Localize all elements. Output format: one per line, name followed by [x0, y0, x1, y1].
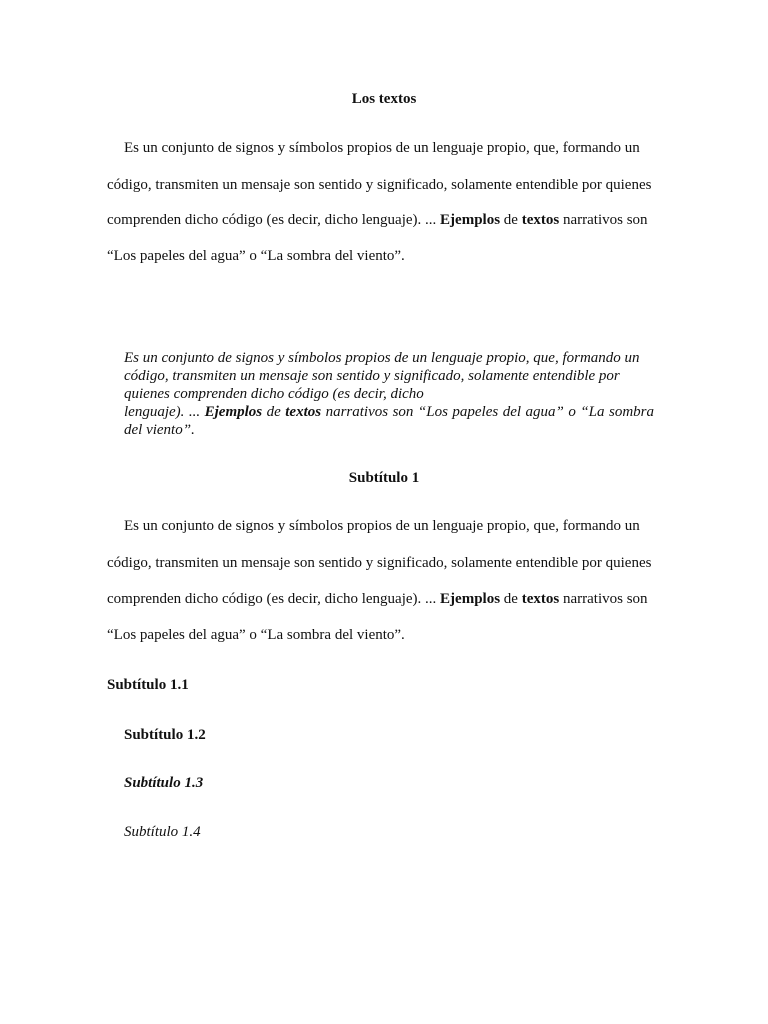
paragraph-text: narrativos son [559, 591, 648, 607]
paragraph-text: comprenden dicho código (es decir, dicho lenguaje). ... [107, 591, 441, 607]
paragraph-text: comprenden dicho código (es decir, dicho lenguaje). ... [107, 212, 441, 228]
paragraph-line: código, transmiten un mensaje son sentido y significado, solamente entendible por quienes [107, 555, 652, 571]
quote-line: Es un conjunto de signos y símbolos propios de un lenguaje propio, que, formando un [124, 350, 640, 366]
quote-line [124, 404, 654, 421]
subtitle-1-2: Subtítulo 1.2 [124, 727, 206, 743]
bold-term-textos: textos [521, 212, 560, 228]
subtitle-1-4: Subtítulo 1.4 [124, 824, 201, 840]
paragraph-text: narrativos son [559, 212, 648, 228]
paragraph-text: de [500, 591, 522, 607]
paragraph-line: Es un conjunto de signos y símbolos propios de un lenguaje propio, que, formando un [124, 518, 640, 534]
bold-term-ejemplos: Ejemplos [440, 212, 501, 228]
subtitle-1-1: Subtítulo 1.1 [107, 677, 189, 693]
paragraph-line: “Los papeles del agua” o “La sombra del viento”. [107, 627, 405, 643]
paragraph-line: Es un conjunto de signos y símbolos propios de un lenguaje propio, que, formando un [124, 140, 640, 156]
quote-text: lenguaje). ... [124, 404, 205, 420]
paragraph-text: de [500, 212, 522, 228]
paragraph-line: código, transmiten un mensaje son sentido y significado, solamente entendible por quienes [107, 177, 652, 193]
bold-term-textos: textos [521, 591, 560, 607]
quote-text: narrativos son “Los papeles del agua” o “La sombra [321, 404, 654, 420]
bold-term-ejemplos: Ejemplos [204, 404, 263, 420]
quote-line: quienes comprenden dicho código (es decir, dicho [124, 386, 424, 402]
quote-text: de [262, 404, 286, 420]
subtitle-1: Subtítulo 1 [348, 470, 420, 486]
paragraph-line: “Los papeles del agua” o “La sombra del viento”. [107, 248, 405, 264]
quote-line: código, transmiten un mensaje son sentido y significado, solamente entendible por [124, 368, 620, 384]
paragraph-line [107, 591, 648, 608]
document-title: Los textos [351, 91, 417, 107]
quote-line: del viento”. [124, 422, 195, 438]
bold-term-ejemplos: Ejemplos [440, 591, 501, 607]
bold-term-textos: textos [285, 404, 322, 420]
subtitle-1-3: Subtítulo 1.3 [124, 775, 204, 791]
paragraph-line [107, 212, 648, 229]
